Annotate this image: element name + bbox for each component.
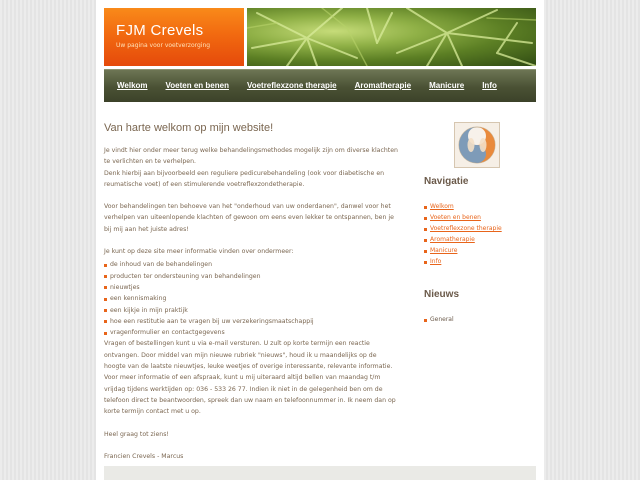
logo-image <box>454 122 500 168</box>
navigation-heading: Navigatie <box>424 176 469 187</box>
sidebar-item-voetreflexzone-therapie <box>424 223 536 234</box>
list-item: de inhoud van de behandelingen <box>104 259 399 270</box>
sidebar-link-info[interactable]: Info <box>430 258 442 265</box>
plant-leaves-image <box>247 8 536 66</box>
main-content <box>104 122 399 473</box>
sidebar-item-info <box>424 256 536 267</box>
nav-item-manicure[interactable]: Manicure <box>429 81 465 90</box>
site-title: FJM Crevels <box>116 22 204 39</box>
sidebar-item-aromatherapie <box>424 234 536 245</box>
services-paragraph: Voor behandelingen ten behoeve van het "onderhoud van uw onderdanen", danwel voor het verhelpen van uiteenlopende klachten of gewoon om eens even lekker te ontspannen, ben je bij mij aan het juiste adres! <box>104 203 394 233</box>
news-list <box>414 314 536 325</box>
nav-item-welkom[interactable]: Welkom <box>117 81 148 90</box>
page-container <box>96 0 544 480</box>
main-navigation <box>104 69 536 102</box>
yin-yang-feet-icon <box>457 125 497 165</box>
info-intro-paragraph: Je kunt op deze site meer informatie vinden over ondermeer: <box>104 248 294 256</box>
sidebar-item-manicure <box>424 245 536 256</box>
nav-item-voeten-en-benen[interactable]: Voeten en benen <box>165 81 229 90</box>
sidebar-item-welkom <box>424 201 536 212</box>
sidebar-link-voeten-en-benen[interactable]: Voeten en benen <box>430 214 481 221</box>
nav-item-info[interactable]: Info <box>482 81 497 90</box>
sidebar-link-welkom[interactable]: Welkom <box>430 203 454 210</box>
page-title: Van harte welkom op mijn website! <box>104 122 274 134</box>
list-item: hoe een restitutie aan te vragen bij uw verzekeringsmaatschappij <box>104 316 399 327</box>
site-brand[interactable] <box>104 8 244 66</box>
footer <box>104 466 536 480</box>
sidebar-item-voeten-en-benen <box>424 212 536 223</box>
site-tagline: Uw pagina voor voetverzorging <box>116 42 211 49</box>
site-header <box>104 8 536 66</box>
list-item: een kijkje in mijn praktijk <box>104 305 399 316</box>
contact-paragraph: Voor meer informatie of een afspraak, kunt u mij uiteraard altijd bellen van maandag t/m vrijdag tijdens werktijden op: 036 - 533 26 77. Indien ik niet in de gelegenheid ben om de telefoon direct te beantwoorden, spreek dan uw naam en telefoonnummer in. Ik neem dan op korte termijn contact met u op. <box>104 374 396 416</box>
signature: Francien Crevels - Marcus <box>104 452 184 460</box>
list-item: producten ter ondersteuning van behandelingen <box>104 271 399 282</box>
list-item: vragenformulier en contactgegevens <box>104 327 399 338</box>
sidebar-link-manicure[interactable]: Manicure <box>430 247 458 254</box>
intro-paragraph: Je vindt hier onder meer terug welke behandelingsmethodes mogelijk zijn om diverse klachten te verlichten en te verhelpen. <box>104 147 398 166</box>
email-paragraph: Vragen of bestellingen kunt u via e-mail versturen. U zult op korte termijn een reactie ontvangen. Door middel van mijn nieuwe rubriek "nieuws", houd ik u maandelijks op de hoogte van de laatste nieuwtjes, leuke weetjes of overige interessante, relevante informatie. <box>104 340 393 371</box>
sidebar-navigation <box>414 201 536 267</box>
nav-item-voetreflexzone-therapie[interactable]: Voetreflexzone therapie <box>246 81 337 90</box>
news-heading: Nieuws <box>424 289 460 300</box>
sidebar-link-aromatherapie[interactable]: Aromatherapie <box>430 236 475 243</box>
closing-text: Heel graag tot ziens! <box>104 430 169 438</box>
nav-item-aromatherapie[interactable]: Aromatherapie <box>354 81 412 90</box>
info-list <box>104 259 399 338</box>
news-item-general[interactable] <box>424 314 536 325</box>
sidebar-link-voetreflexzone-therapie[interactable]: Voetreflexzone therapie <box>430 225 502 232</box>
intro-paragraph-2: Denk hierbij aan bijvoorbeeld een reguliere pedicurebehandeling (ook voor diabetische en reumatische voet) of een stimulerende voetreflexzondetherapie. <box>104 169 385 188</box>
header-image <box>247 8 536 66</box>
content-area <box>104 104 536 464</box>
list-item: nieuwtjes <box>104 282 399 293</box>
list-item: een kennismaking <box>104 293 399 304</box>
news-item-label: General <box>430 316 454 323</box>
sidebar <box>414 122 536 325</box>
